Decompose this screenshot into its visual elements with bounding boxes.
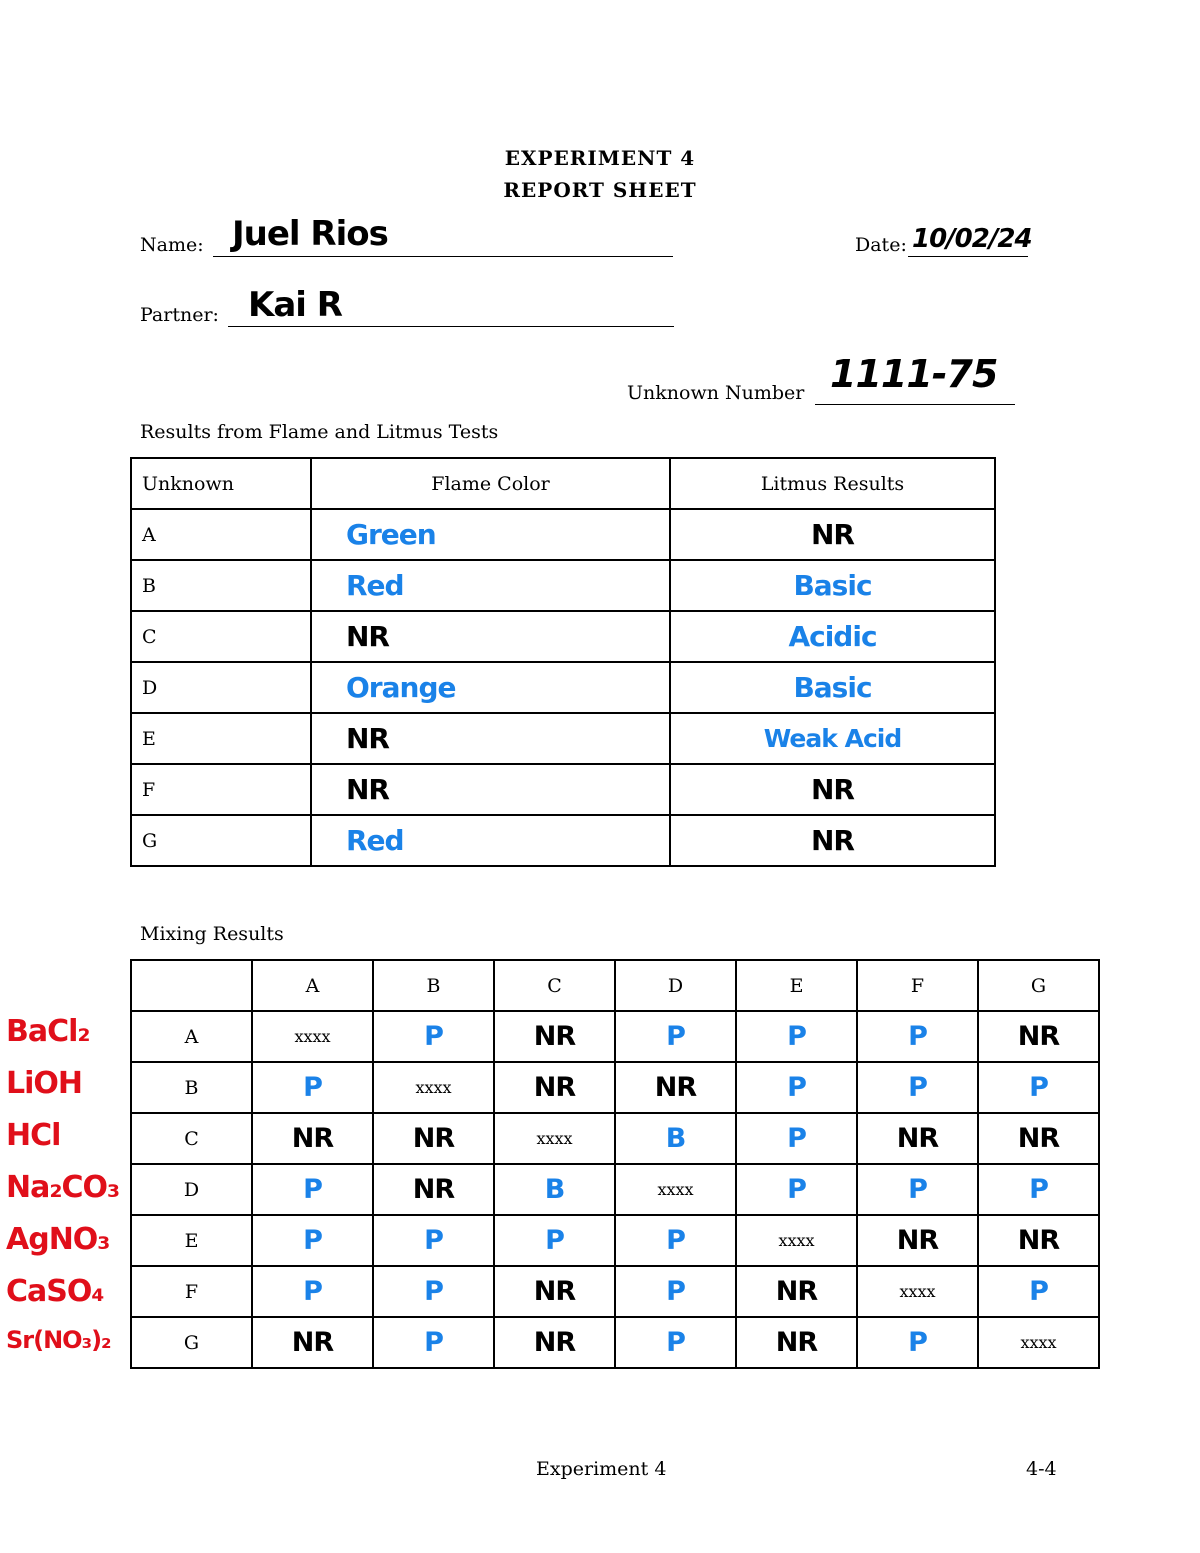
reagent-label: LiOH <box>6 1066 83 1101</box>
header-unknown: Unknown <box>131 458 311 509</box>
mixing-cell: xxxx <box>615 1164 736 1215</box>
unknown-cell: A <box>131 509 311 560</box>
mixing-cell: xxxx <box>978 1317 1099 1368</box>
litmus-cell: NR <box>670 815 995 866</box>
mixing-cell: P <box>252 1062 373 1113</box>
column-header: G <box>978 960 1099 1011</box>
row-header: C <box>131 1113 252 1164</box>
table-row <box>131 815 995 866</box>
unknown-cell: G <box>131 815 311 866</box>
mixing-cell: NR <box>373 1164 494 1215</box>
header-flame-color: Flame Color <box>311 458 670 509</box>
mixing-table-body <box>131 1011 1099 1368</box>
date-label: Date: <box>855 234 907 256</box>
row-header: G <box>131 1317 252 1368</box>
litmus-cell: Basic <box>670 560 995 611</box>
mixing-cell: xxxx <box>736 1215 857 1266</box>
mixing-cell: xxxx <box>494 1113 615 1164</box>
column-header: D <box>615 960 736 1011</box>
column-header: B <box>373 960 494 1011</box>
mixing-cell: NR <box>494 1266 615 1317</box>
table-row <box>131 1317 1099 1368</box>
mixing-cell: NR <box>494 1011 615 1062</box>
mixing-cell: P <box>252 1164 373 1215</box>
reagent-label: BaCl₂ <box>6 1014 90 1049</box>
row-header: F <box>131 1266 252 1317</box>
table-row <box>131 1062 1099 1113</box>
report-sheet-title: REPORT SHEET <box>503 178 697 202</box>
flame-litmus-section-title: Results from Flame and Litmus Tests <box>140 421 499 443</box>
mixing-cell: P <box>373 1317 494 1368</box>
mixing-cell: P <box>373 1266 494 1317</box>
mixing-cell: B <box>494 1164 615 1215</box>
mixing-cell: P <box>373 1215 494 1266</box>
reagent-label: Na₂CO₃ <box>6 1170 120 1205</box>
reagent-label: Sr(NO₃)₂ <box>6 1326 111 1354</box>
table-row <box>131 1215 1099 1266</box>
mixing-cell: P <box>978 1062 1099 1113</box>
experiment-title: EXPERIMENT 4 <box>504 146 696 170</box>
mixing-cell: B <box>615 1113 736 1164</box>
table-header-row <box>131 960 1099 1011</box>
flame-color-cell: NR <box>311 611 670 662</box>
mixing-cell: P <box>857 1164 978 1215</box>
reagent-label: AgNO₃ <box>6 1222 110 1257</box>
unknown-cell: D <box>131 662 311 713</box>
mixing-cell: P <box>615 1266 736 1317</box>
table-row <box>131 1266 1099 1317</box>
unknown-number-line <box>815 404 1015 405</box>
table-row <box>131 1113 1099 1164</box>
column-header: F <box>857 960 978 1011</box>
table-header-row <box>131 458 995 509</box>
table-row <box>131 764 995 815</box>
table-row <box>131 1164 1099 1215</box>
name-value: Juel Rios <box>232 214 388 254</box>
mixing-cell: P <box>736 1011 857 1062</box>
footer-experiment: Experiment 4 <box>536 1458 667 1480</box>
mixing-cell: P <box>494 1215 615 1266</box>
column-header: A <box>252 960 373 1011</box>
mixing-cell: NR <box>373 1113 494 1164</box>
litmus-cell: NR <box>670 764 995 815</box>
litmus-cell: Weak Acid <box>670 713 995 764</box>
unknown-cell: F <box>131 764 311 815</box>
mixing-cell: NR <box>978 1113 1099 1164</box>
table-row <box>131 611 995 662</box>
mixing-cell: P <box>736 1164 857 1215</box>
date-line <box>908 256 1028 257</box>
mixing-cell: P <box>373 1011 494 1062</box>
partner-value: Kai R <box>248 285 342 325</box>
mixing-cell: P <box>857 1062 978 1113</box>
partner-line <box>228 326 674 327</box>
row-header: B <box>131 1062 252 1113</box>
table-row <box>131 509 995 560</box>
table-row <box>131 1011 1099 1062</box>
flame-color-cell: NR <box>311 764 670 815</box>
mixing-results-table <box>130 959 1100 1369</box>
mixing-cell: NR <box>857 1113 978 1164</box>
flame-color-cell: Red <box>311 560 670 611</box>
mixing-cell: P <box>252 1215 373 1266</box>
reagent-label: CaSO₄ <box>6 1274 104 1309</box>
mixing-cell: NR <box>736 1266 857 1317</box>
corner-cell <box>131 960 252 1011</box>
reagent-label: HCl <box>6 1118 61 1153</box>
mixing-cell: P <box>857 1011 978 1062</box>
mixing-cell: NR <box>252 1113 373 1164</box>
header-litmus-results: Litmus Results <box>670 458 995 509</box>
partner-label: Partner: <box>140 304 219 326</box>
mixing-cell: NR <box>978 1215 1099 1266</box>
row-header: D <box>131 1164 252 1215</box>
table-row <box>131 713 995 764</box>
mixing-cell: P <box>736 1062 857 1113</box>
mixing-cell: P <box>736 1113 857 1164</box>
table-row <box>131 662 995 713</box>
name-line <box>213 256 673 257</box>
column-header: E <box>736 960 857 1011</box>
date-value: 10/02/24 <box>912 224 1032 254</box>
mixing-cell: NR <box>615 1062 736 1113</box>
flame-color-cell: Orange <box>311 662 670 713</box>
row-header: A <box>131 1011 252 1062</box>
mixing-cell: NR <box>857 1215 978 1266</box>
mixing-cell: NR <box>978 1011 1099 1062</box>
unknown-cell: C <box>131 611 311 662</box>
mixing-cell: P <box>252 1266 373 1317</box>
mixing-cell: P <box>857 1317 978 1368</box>
mixing-cell: NR <box>736 1317 857 1368</box>
mixing-cell: NR <box>252 1317 373 1368</box>
mixing-cell: P <box>615 1317 736 1368</box>
litmus-cell: Acidic <box>670 611 995 662</box>
flame-color-cell: NR <box>311 713 670 764</box>
litmus-cell: NR <box>670 509 995 560</box>
table-row <box>131 560 995 611</box>
unknown-cell: E <box>131 713 311 764</box>
litmus-cell: Basic <box>670 662 995 713</box>
footer-page-number: 4-4 <box>1026 1458 1057 1480</box>
column-header: C <box>494 960 615 1011</box>
mixing-cell: xxxx <box>252 1011 373 1062</box>
mixing-cell: xxxx <box>857 1266 978 1317</box>
unknown-number-label: Unknown Number <box>627 382 805 404</box>
unknown-number-value: 1111-75 <box>830 352 998 396</box>
mixing-cell: P <box>615 1215 736 1266</box>
row-header: E <box>131 1215 252 1266</box>
mixing-cell: NR <box>494 1317 615 1368</box>
flame-color-cell: Red <box>311 815 670 866</box>
mixing-cell: P <box>978 1164 1099 1215</box>
flame-color-cell: Green <box>311 509 670 560</box>
unknown-cell: B <box>131 560 311 611</box>
mixing-cell: P <box>978 1266 1099 1317</box>
mixing-cell: P <box>615 1011 736 1062</box>
mixing-cell: xxxx <box>373 1062 494 1113</box>
mixing-section-title: Mixing Results <box>140 923 284 945</box>
flame-litmus-table <box>130 457 996 867</box>
mixing-cell: NR <box>494 1062 615 1113</box>
name-label: Name: <box>140 234 204 256</box>
